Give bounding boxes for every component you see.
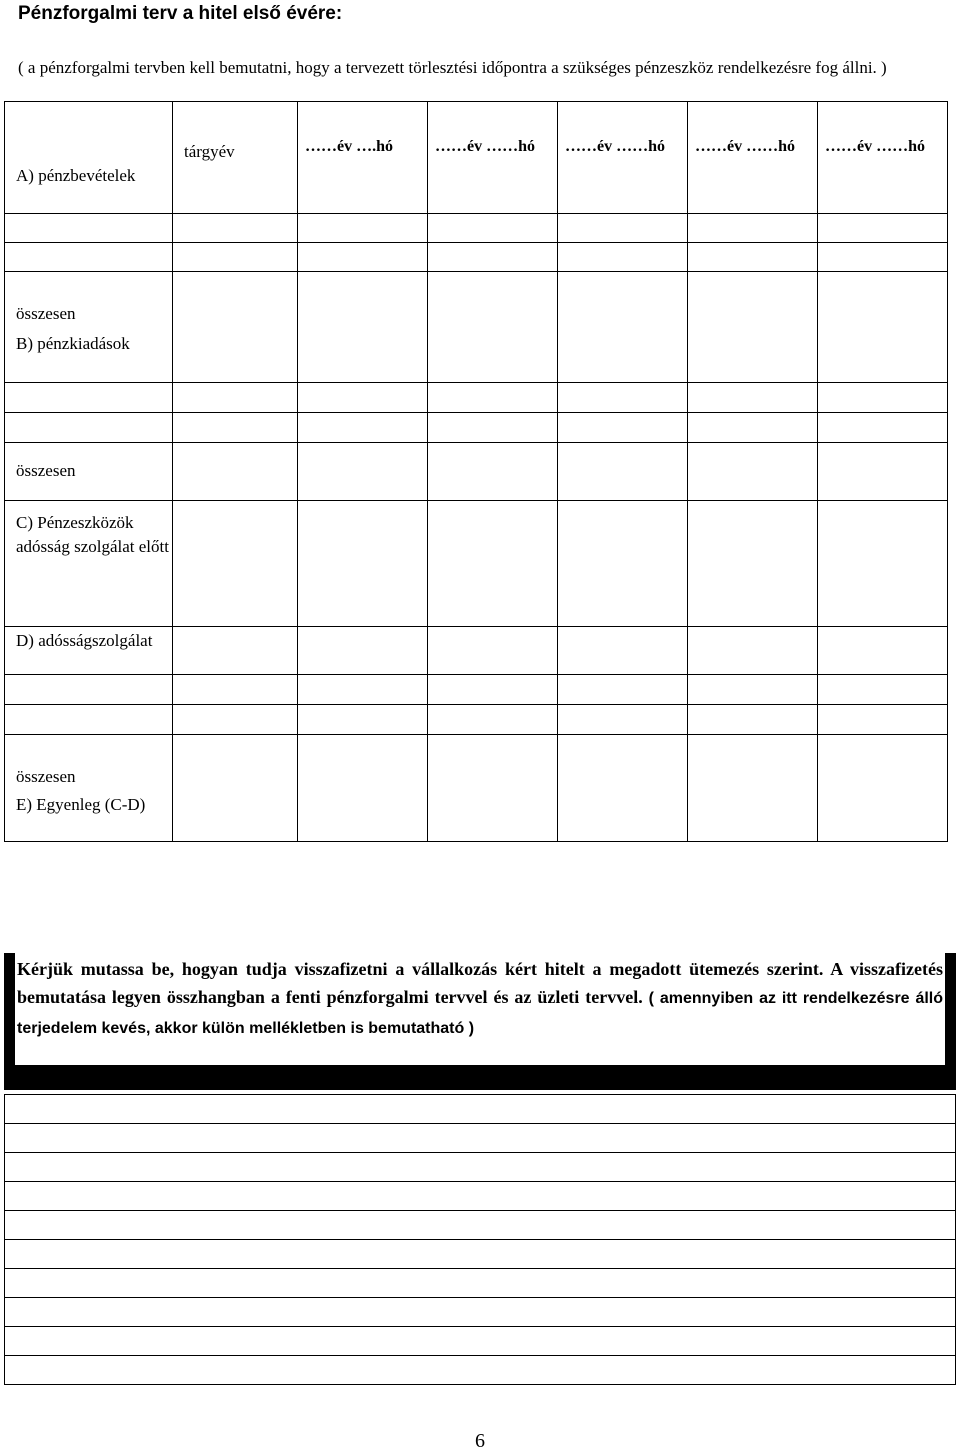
instruction-box — [4, 953, 956, 1090]
col-period-2-header: ……év ……hó — [428, 102, 558, 214]
table-row — [5, 243, 948, 272]
table-row — [5, 413, 948, 443]
section-a-label: A) pénzbevételek — [5, 102, 173, 214]
col-period-3-header: ……év ……hó — [558, 102, 688, 214]
table-row — [5, 705, 948, 735]
table-row — [5, 675, 948, 705]
answer-line[interactable] — [5, 1153, 956, 1182]
section-b-label: összesen B) pénzkiadások — [5, 272, 173, 383]
answer-line[interactable] — [5, 1182, 956, 1211]
answer-line[interactable] — [5, 1356, 956, 1385]
answer-line[interactable] — [5, 1095, 956, 1124]
answer-line[interactable] — [5, 1269, 956, 1298]
table-row — [5, 214, 948, 243]
col-period-5-header: ……év ……hó — [818, 102, 948, 214]
cashflow-table — [4, 101, 948, 842]
answer-line[interactable] — [5, 1240, 956, 1269]
col-period-4-header: ……év ……hó — [688, 102, 818, 214]
answer-lines — [4, 1094, 956, 1385]
table-row — [5, 383, 948, 413]
intro-note: ( a pénzforgalmi tervben kell bemutatni, hogy a tervezett törlesztési időpontra a szükséges pénzeszköz rendelkezésre fog állni. ) — [18, 58, 887, 77]
osszesen-b-label: összesen — [5, 443, 173, 501]
section-c-label: C) Pénzeszközök adósság szolgálat előtt — [5, 501, 173, 627]
answer-line[interactable] — [5, 1124, 956, 1153]
instruction-text: Kérjük mutassa be, hogyan tudja visszafizetni a vállalkozás kért hitelt a megadott ütemezés szerint. A visszafizetés bemutatása legyen összhangban a fenti pénzforgalmi tervvel és az üzleti tervvel. ( amennyiben az itt rendelkezésre álló terjedelem kevés, akkor külön mellékletben is bemutatható ) — [15, 953, 945, 1065]
answer-line[interactable] — [5, 1298, 956, 1327]
answer-line[interactable] — [5, 1211, 956, 1240]
page-title: Pénzforgalmi terv a hitel első évére: — [18, 3, 343, 24]
col-targyev-header: tárgyév — [173, 102, 298, 214]
section-d-label: D) adósságszolgálat — [5, 627, 173, 675]
page-number: 6 — [475, 1430, 485, 1452]
col-period-1-header: ……év ….hó — [298, 102, 428, 214]
answer-line[interactable] — [5, 1327, 956, 1356]
section-e-label: összesen E) Egyenleg (C-D) — [5, 735, 173, 842]
